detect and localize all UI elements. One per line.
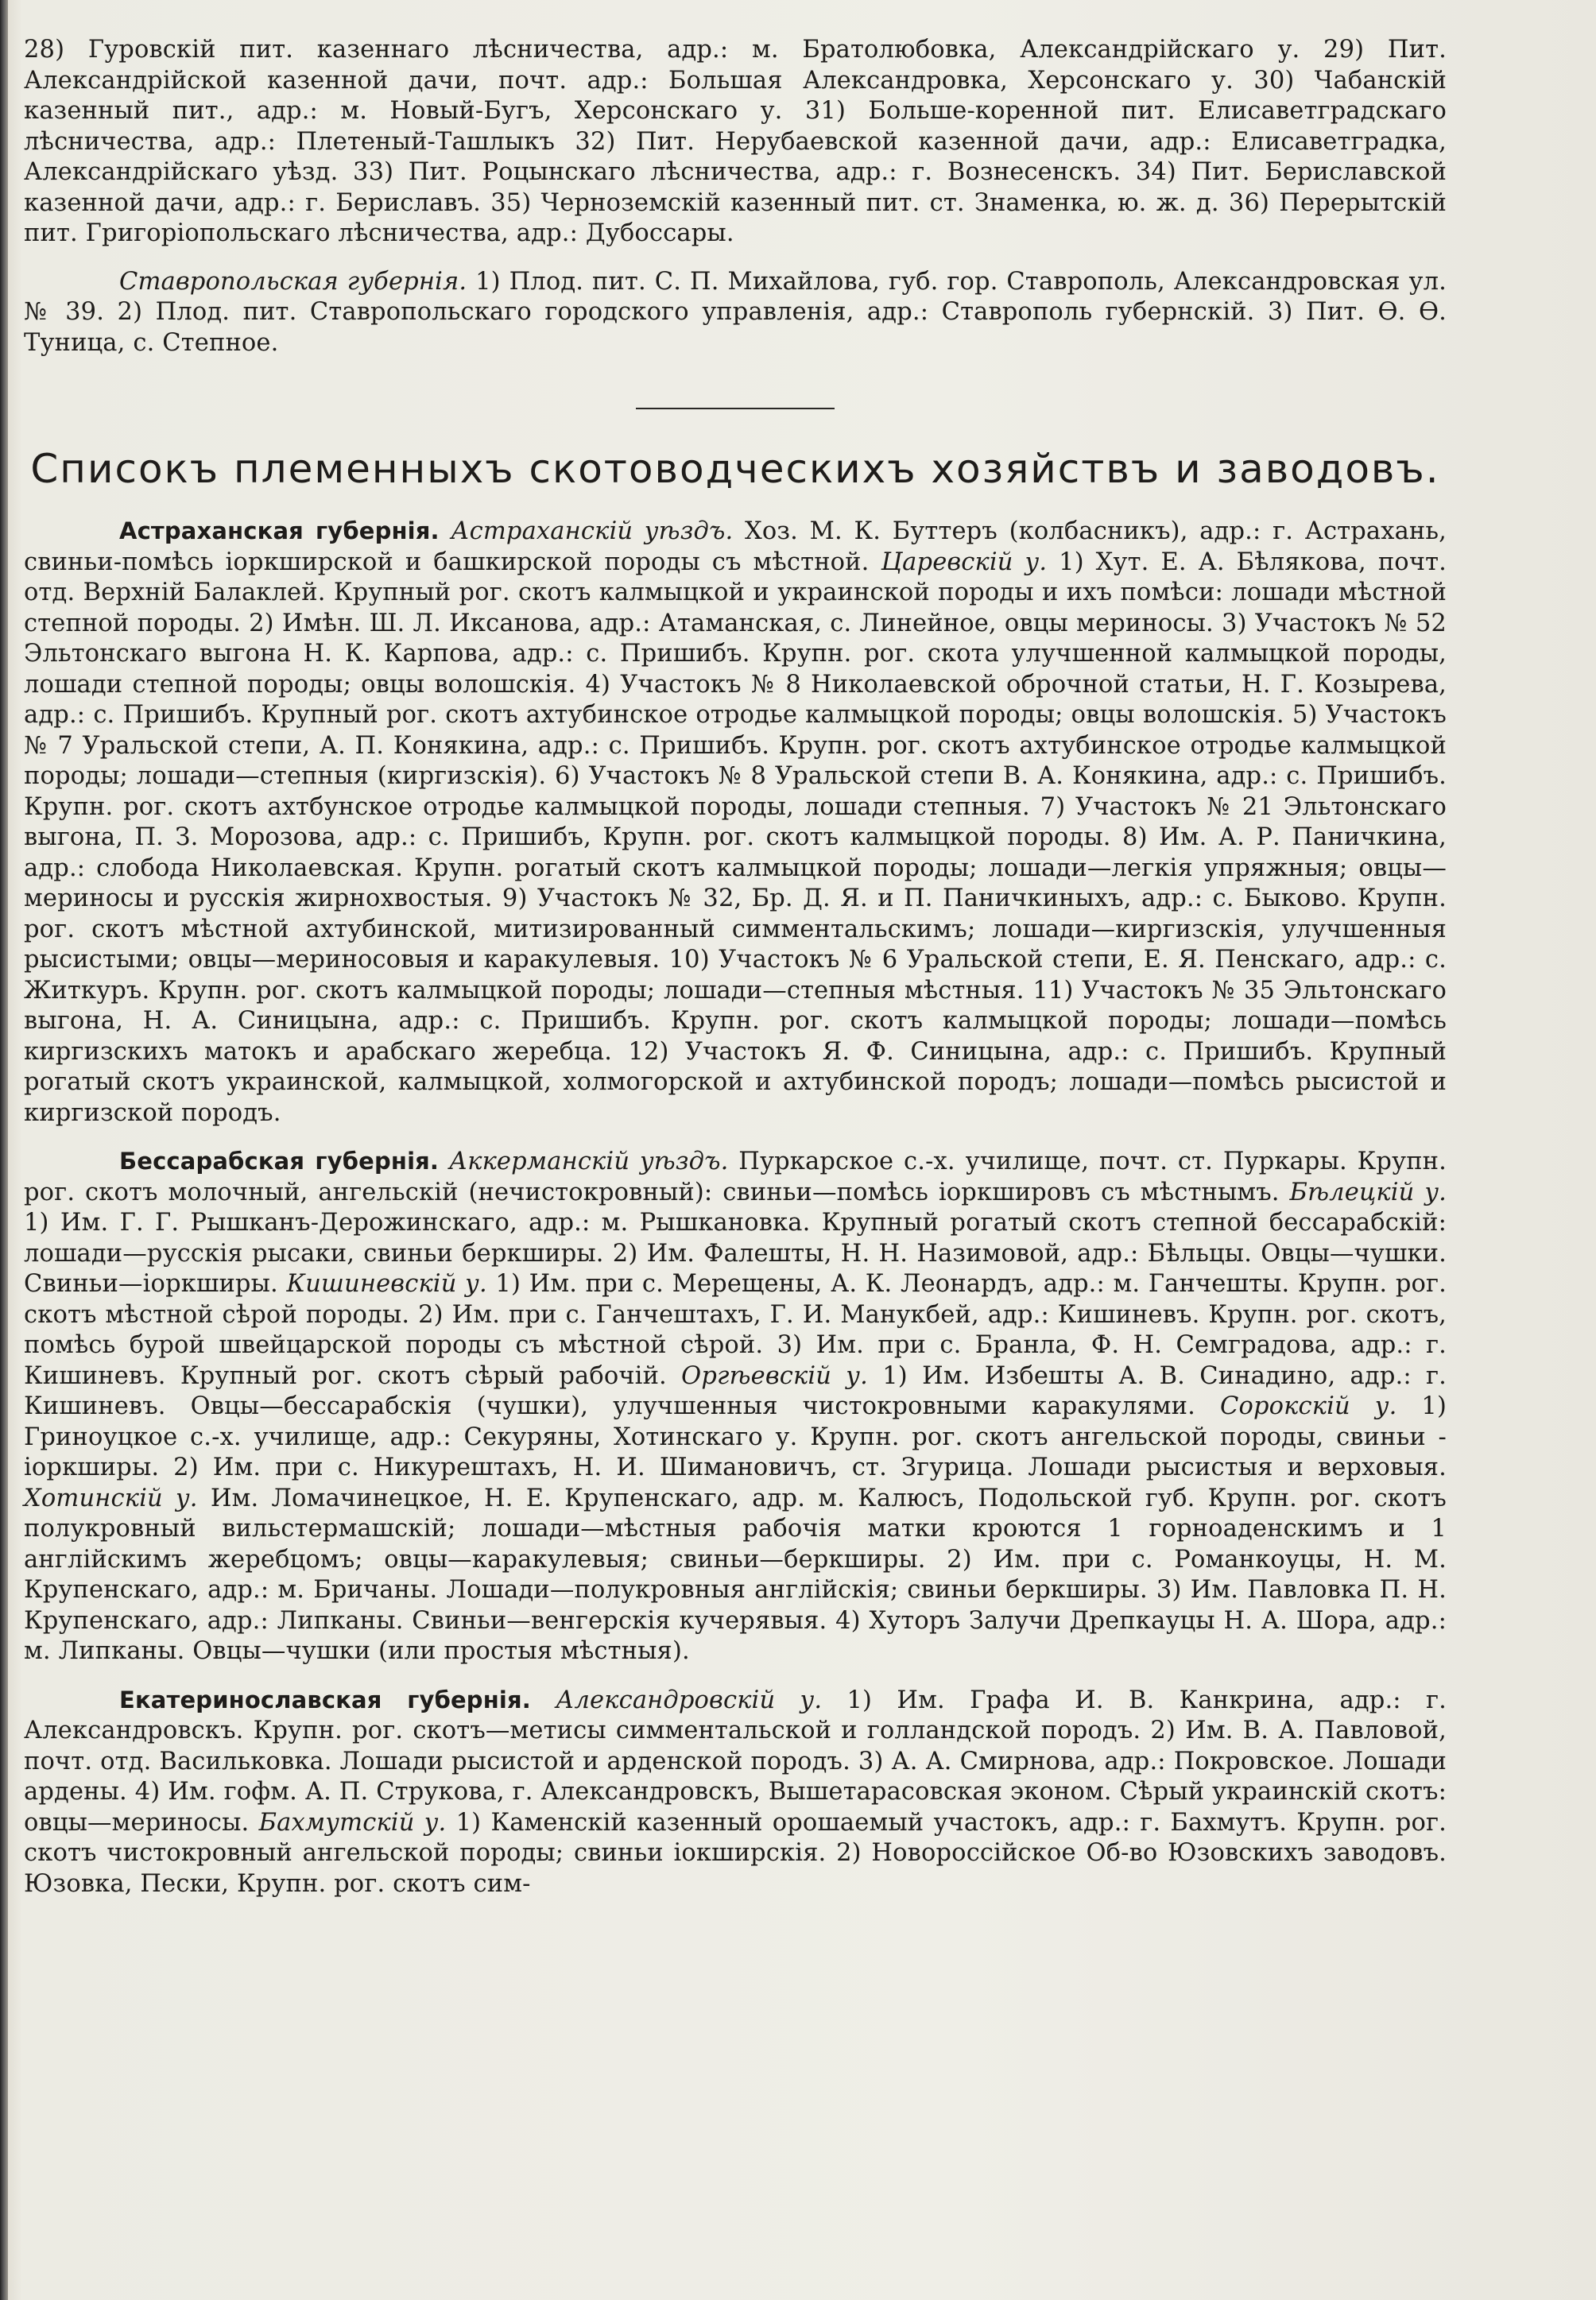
document-body <box>24 35 1447 1917</box>
bessarabia-label: Бессарабская губернія. <box>119 1148 440 1175</box>
beltsy-uezd-label: Бѣлецкій у. <box>1289 1178 1447 1206</box>
astrakhan-uezd-label: Астраханскій уѣздъ. <box>451 517 734 545</box>
stavropol-text: 1) Плод. пит. С. П. Михайлова, губ. гор. Ставрополь, Александровская ул. № 39. 2) Плод. пит. Ставропольскаго городского управленія, адр.: Ставрополь губернскій. 3) Пит. Ѳ. Ѳ. Туница, с. Степное. <box>24 267 1447 357</box>
kishinev-uezd-label: Кишиневскій у. <box>286 1270 487 1298</box>
ekaterinoslav-entry <box>24 1685 1447 1900</box>
astrakhan-text: Хоз. М. К. Буттеръ (колбасникъ), адр.: г. Астрахань, свиньи-помѣсь іоркширской и башкирской породы съ мѣстной. <box>24 517 1447 576</box>
kherson-list-continuation: 28) Гуровскій пит. казеннаго лѣсничества, адр.: м. Братолюбовка, Александрійскаго у. 29) Пит. Александрійской казенной дачи, почт. адр.: Большая Александровка, Херсонскаго у. 30) Чабанскій казенный пит., адр.: м. Новый-Бугъ, Херсонскаго у. 31) Больше-коренной пит. Елисаветградскаго лѣсничества, адр.: Плетеный-Ташлыкъ 32) Пит. Нерубаевской казенной дачи, адр.: Елисаветградка, Александрійскаго уѣзд. 33) Пит. Роцынскаго лѣсничества, адр.: г. Вознесенскъ. 34) Пит. Бериславской казенной дачи, адр.: г. Бериславъ. 35) Черноземскій казенный пит. ст. Знаменка, ю. ж. д. 36) Перерытскій пит. Григоріопольскаго лѣсничества, адр.: Дубоссары. <box>24 36 1447 247</box>
beltsy-text: 1) Им. Г. Г. Рышканъ-Дерожинскаго, адр.: м. Рышкановка. Крупный рогатый скотъ степной бессарабскій: лошади—русскія рысаки, свиньи беркширы. 2) Им. Фалешты, Н. Н. Назимовой, адр.: Бѣльцы. Овцы—чушки. Свиньи—іоркширы. <box>24 1209 1447 1298</box>
akkerman-uezd-label: Аккерманскій уѣздъ. <box>448 1148 729 1175</box>
akkerman-text: Пуркарское с.-х. училище, почт. ст. Пуркары. Крупн. рог. скотъ молочный, ангельскій (нечистокровный): свиньи—помѣсь іоркшировъ съ мѣстнымъ. <box>24 1148 1447 1206</box>
bakhmut-text: 1) Каменскій казенный орошаемый участокъ, адр.: г. Бахмутъ. Крупн. рог. скотъ чистокровный ангельской породы; свиньи іокширскія. 2) Новороссійское Об-во Юзовскихъ заводовъ. Юзовка, Пески, Крупн. рог. скотъ сим- <box>24 1808 1447 1898</box>
bakhmut-uezd-label: Бахмутскій у. <box>258 1808 447 1837</box>
ekaterinoslav-label: Екатеринославская губернія. <box>119 1686 531 1713</box>
bessarabia-entry <box>24 1146 1447 1667</box>
soroki-uezd-label: Сорокскій у. <box>1219 1392 1397 1420</box>
tsarev-text: 1) Хут. Е. А. Бѣлякова, почт. отд. Верхній Балаклей. Крупный рог. скотъ калмыцкой и украинской породы и ихъ помѣси: лошади мѣстной степной породы. 2) Имѣн. Ш. Л. Иксанова, адр.: Атаманская, с. Линейное, овцы мериносы. 3) Участокъ № 52 Эльтонскаго выгона Н. К. Карпова, адр.: с. Пришибъ. Крупн. рог. скота улучшенной калмыцкой породы, лошади степной породы; овцы волошскія. 4) Участокъ № 8 Николаевской оброчной статьи, Н. Г. Козырева, адр.: с. Пришибъ. Крупный рог. скотъ ахтубинское отродье калмыцкой породы; овцы волошскія. 5) Участокъ № 7 Уральской степи, А. П. Конякина, адр.: с. Пришибъ. Крупн. рог. скотъ ахтубинское отродье калмыцкой породы; лошади—степныя (киргизскія). 6) Участокъ № 8 Уральской степи В. А. Конякина, адр.: с. Пришибъ. Крупн. рог. скотъ ахтбунское отродье калмыцкой породы, лошади степныя. 7) Участокъ № 21 Эльтонскаго выгона, П. З. Морозова, адр.: с. Пришибъ, Крупн. рог. скотъ калмыцкой породы. 8) Им. А. Р. Паничкина, адр.: слобода Николаевская. Крупн. рогатый скотъ калмыцкой породы; лошади—легкія упряжныя; овцы—мериносы и русскія жирнохвостыя. 9) Участокъ № 32, Бр. Д. Я. и П. Паничкиныхъ, адр.: с. Быково. Крупн. рог. скотъ мѣстной ахтубинской, митизированный симментальскимъ; лошади—киргизскія, улучшенныя рысистыми; овцы—мериносовыя и каракулевыя. 10) Участокъ № 6 Уральской степи, Е. Я. Пенскаго, адр.: с. Житкуръ. Крупн. рог. скотъ калмыцкой породы; лошади—степныя мѣстныя. 11) Участокъ № 35 Эльтонскаго выгона, Н. А. Синицына, адр.: с. Пришибъ. Крупн. рог. скотъ калмыцкой породы; лошади—помѣсь киргизскихъ матокъ и арабскаго жеребца. 12) Участокъ Я. Ф. Синицына, адр.: с. Пришибъ. Крупный рогатый скотъ украинской, калмыцкой, холмогорской и ахтубинской породъ; лошади—помѣсь рысистой и киргизской породъ. <box>24 548 1447 1127</box>
orgeev-uezd-label: Оргѣевскій у. <box>681 1361 868 1390</box>
khotin-text: Им. Ломачинецкое, Н. Е. Крупенскаго, адр. м. Калюсъ, Подольской губ. Крупн. рог. скотъ полукровный вильстермашскій; лошади—мѣстныя рабочія матки кроются 1 горноаденскимъ и 1 англійскимъ жеребцомъ; овцы—каракулевыя; свиньи—беркширы. 2) Им. при с. Романкоуцы, Н. М. Крупенскаго, адр.: м. Бричаны. Лошади—полукровныя англійскія; свиньи беркширы. 3) Им. Павловка П. Н. Крупенскаго, адр.: Липканы. Свиньи—венгерскія кучерявыя. 4) Хуторъ Залучи Дрепкауцы Н. А. Шора, адр.: м. Липканы. Овцы—чушки (или простыя мѣстныя). <box>24 1484 1447 1665</box>
tsarev-uezd-label: Царевскій у. <box>881 548 1048 576</box>
aleksandrovsk-uezd-label: Александровскій у. <box>556 1686 823 1714</box>
page-binding-edge <box>0 0 8 2300</box>
astrakhan-entry <box>24 516 1447 1129</box>
orgeev-text: 1) Им. Избешты А. В. Синадино, адр.: г. Кишиневъ. Овцы—бессарабскія (чушки), улучшенныя чистокровными каракулями. <box>24 1361 1447 1420</box>
aleksandrovsk-text: 1) Им. Графа И. В. Канкрина, адр.: г. Александровскъ. Крупн. рог. скотъ—метисы симментальской и голландской породъ. 2) Им. В. А. Павловой, почт. отд. Васильковка. Лошади рысистой и арденской породъ. 3) А. А. Смирнова, адр.: Покровское. Лошади ардены. 4) Им. гофм. А. П. Струкова, г. Александровскъ, Вышетарасовская эконом. Сѣрый украинскій скотъ: овцы—мериносы. <box>24 1686 1447 1837</box>
stavropol-label: Ставропольская губернія. <box>119 267 467 296</box>
khotin-uezd-label: Хотинскій у. <box>24 1484 198 1512</box>
soroki-text: 1) Гриноуцкое с.-х. училище, адр.: Секуряны, Хотинскаго у. Крупн. рог. скотъ ангельской породы, свиньи - іоркширы. 2) Им. при с. Никурештахъ, Н. И. Шимановичъ, ст. Згурица. Лошади рысистыя и верховыя. <box>24 1392 1447 1481</box>
kishinev-text: 1) Им. при с. Мерещены, А. К. Леонардъ, адр.: м. Ганчешты. Крупн. рог. скотъ мѣстной сѣрой породы. 2) Им. при с. Ганчештахъ, Г. И. Манукбей, адр.: Кишиневъ. Крупн. рог. скотъ, помѣсь бурой швейцарской породы съ мѣстной сѣрой. 3) Им. при с. Бранла, Ф. Н. Семградова, адр.: г. Кишиневъ. Крупный рог. скотъ сѣрый рабочій. <box>24 1270 1447 1390</box>
astrakhan-label: Астраханская губернія. <box>119 517 440 544</box>
section-title: Списокъ племенныхъ скотоводческихъ хозяйствъ и заводовъ. <box>30 446 1440 492</box>
section-divider <box>636 408 835 409</box>
stavropol-entry <box>24 267 1447 359</box>
